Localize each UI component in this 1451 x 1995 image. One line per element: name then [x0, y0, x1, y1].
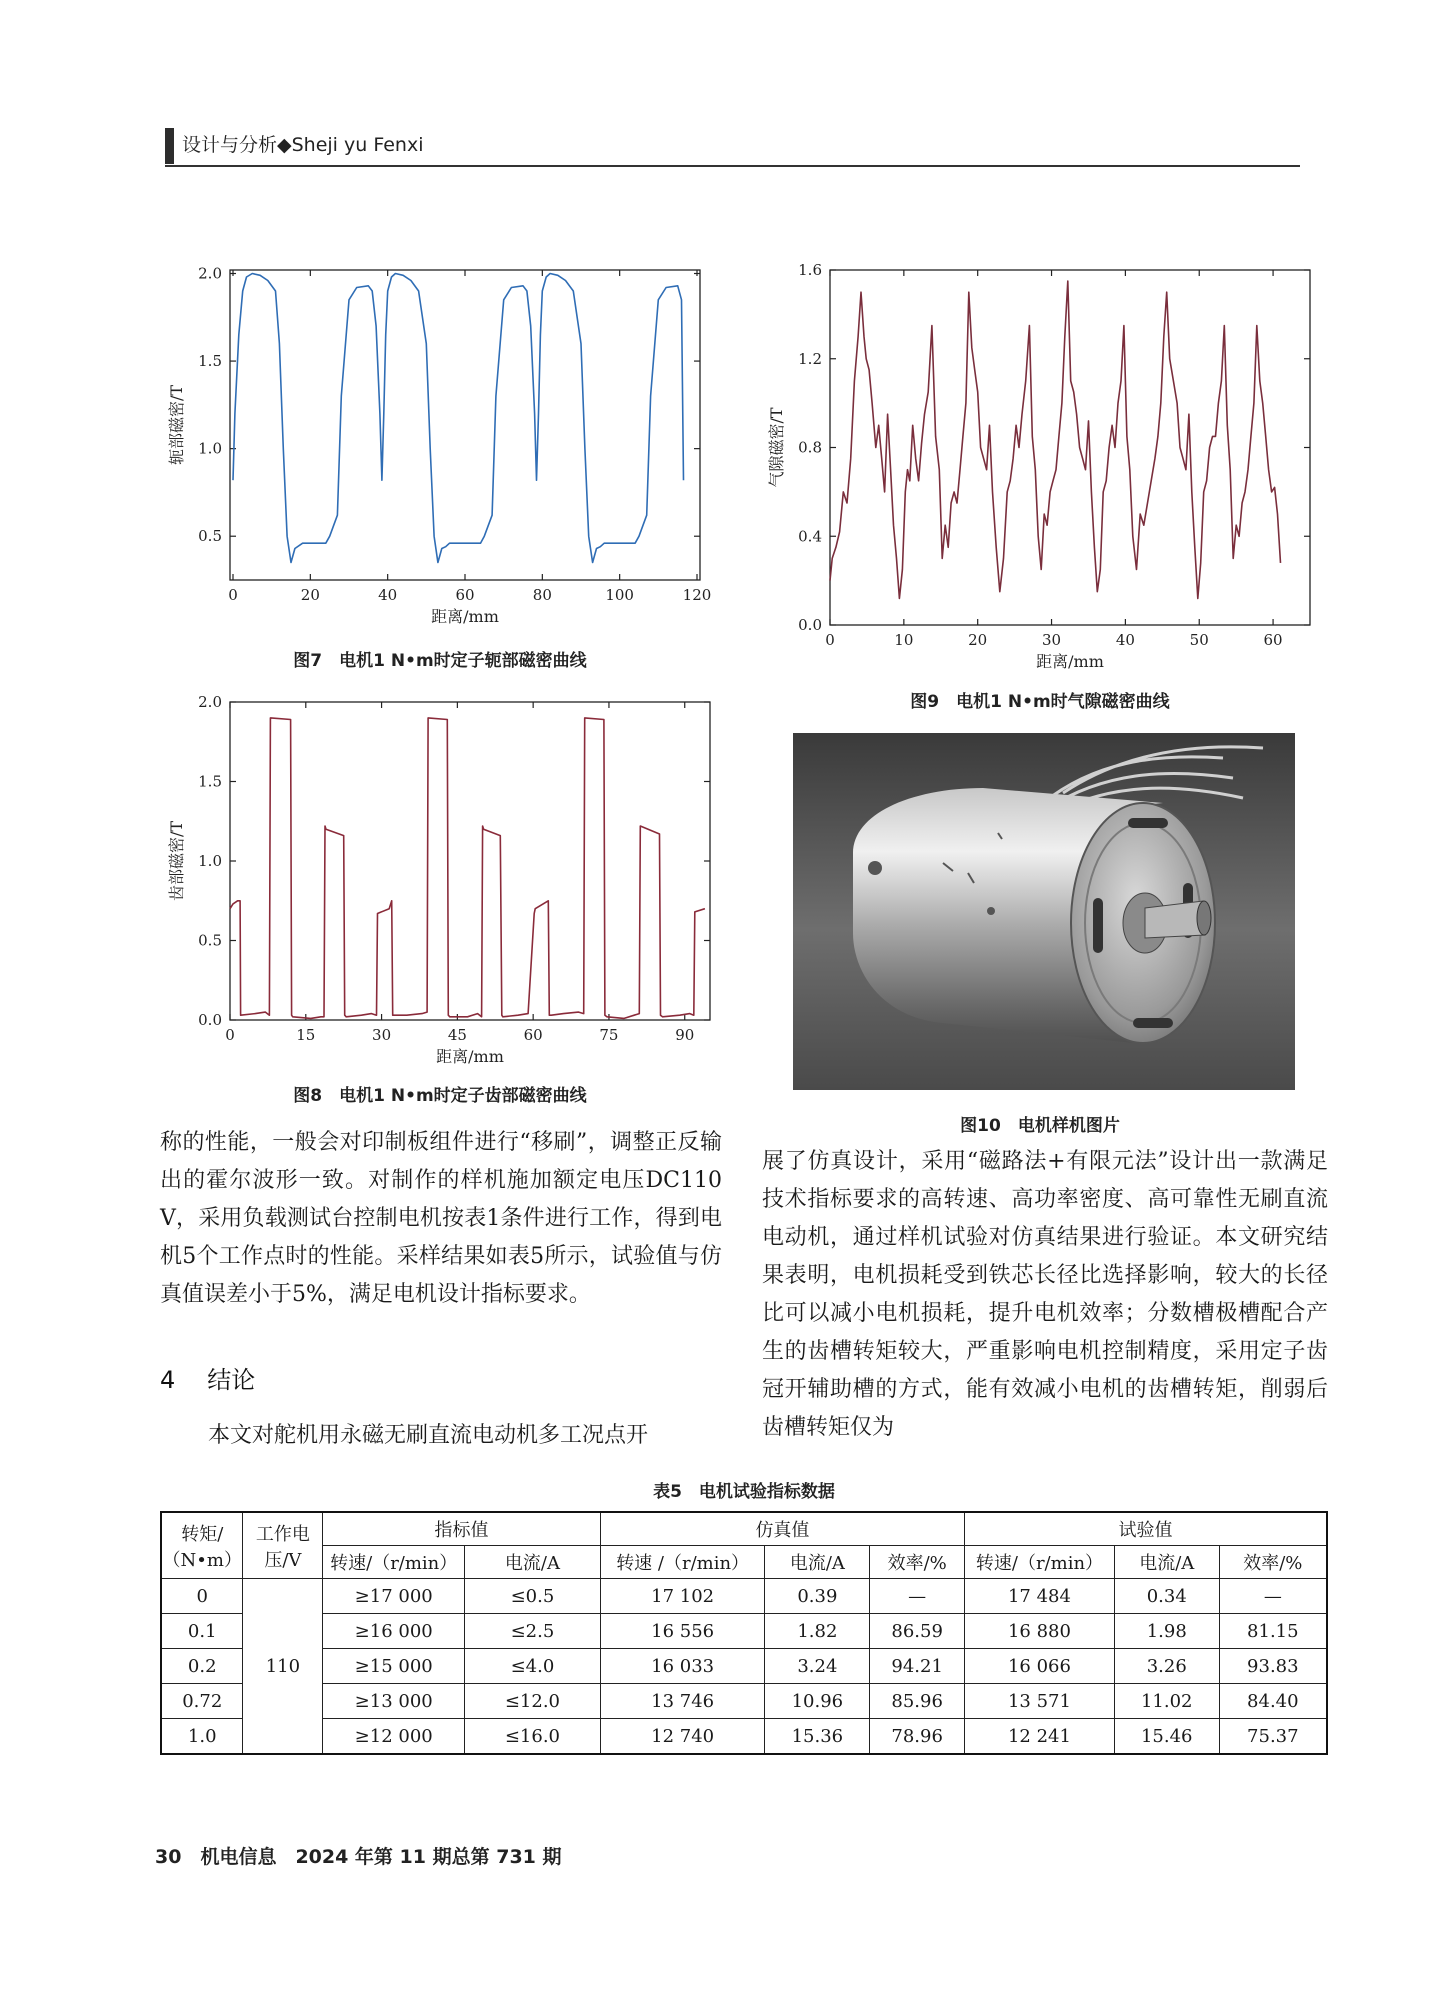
- fig8-y-tick-label: 0.0: [198, 1011, 222, 1029]
- fig7-y-tick-label: 2.0: [198, 264, 222, 283]
- fig7-x-tick-label: 0: [228, 586, 238, 604]
- table-cell: ≥15 000: [323, 1649, 465, 1684]
- fig10-motor-photo: [793, 733, 1295, 1090]
- fig8-x-tick-label: 45: [447, 1026, 467, 1044]
- fig7-x-tick-label: 20: [300, 586, 320, 604]
- table-cell: 94.21: [870, 1649, 965, 1684]
- left-paragraph: 称的性能，一般会对印制板组件进行“移刷”，调整正反输出的霍尔波形一致。对制作的样机施加额定电压DC110 V，采用负载测试台控制电机按表1条件进行工作，得到电机5个工作点时的性能。采样结果如表5所示，试验值与仿真值误差小于5%，满足电机设计指标要求。: [160, 1130, 722, 1307]
- table-cell: 0.2: [161, 1649, 243, 1684]
- test-data-table: [160, 1511, 1328, 1755]
- th-sub: 转速/（r/min）: [965, 1546, 1115, 1579]
- fig8-caption: 图8 电机1 N•m时定子齿部磁密曲线: [293, 1086, 587, 1106]
- fig7-y-tick-label: 1.5: [198, 352, 222, 371]
- table-cell: 17 484: [965, 1579, 1115, 1614]
- fig7-y-tick-label: 0.5: [198, 527, 222, 546]
- table-cell: ≥16 000: [323, 1614, 465, 1649]
- page-footer: 30 机电信息 2024 年第 11 期总第 731 期: [155, 1846, 562, 1868]
- fig9-y-tick-label: 1.6: [798, 261, 822, 279]
- th-sub: 电流/A: [465, 1546, 601, 1579]
- fig9-x-tick-label: 50: [1189, 631, 1209, 649]
- fig8-chart: [160, 690, 720, 1075]
- table-cell: 13 746: [600, 1684, 765, 1719]
- fig7-y-tick-label: 1.0: [198, 439, 222, 458]
- table-cell: 75.37: [1219, 1719, 1327, 1755]
- table-cell: ≥13 000: [323, 1684, 465, 1719]
- table-cell: 0.39: [765, 1579, 870, 1614]
- fig8-x-tick-label: 0: [225, 1026, 235, 1044]
- fig8-x-axis-label: 距离/mm: [436, 1047, 504, 1066]
- fig7-x-axis-label: 距离/mm: [431, 607, 499, 626]
- th-sim: 仿真值: [600, 1512, 964, 1546]
- heading-text: 结论: [207, 1366, 256, 1394]
- fig8-y-tick-label: 1.5: [198, 772, 222, 791]
- table-cell: —: [870, 1579, 965, 1614]
- table-title: 表5 电机试验指标数据: [653, 1482, 835, 1502]
- fig7-chart: [160, 250, 720, 640]
- table-header-row: [161, 1512, 1327, 1546]
- table-cell: 11.02: [1114, 1684, 1219, 1719]
- table-row: [161, 1684, 1327, 1719]
- fig7-x-tick-label: 60: [455, 586, 475, 604]
- table-cell: 13 571: [965, 1684, 1115, 1719]
- fig9-y-axis-label: 气隙磁密/T: [767, 407, 786, 488]
- fig7-plot-frame: [230, 270, 700, 580]
- table-row: [161, 1614, 1327, 1649]
- table-cell: 0.1: [161, 1614, 243, 1649]
- header-bar: [165, 128, 174, 164]
- table-cell: 3.26: [1114, 1649, 1219, 1684]
- heading-number: 4: [160, 1366, 176, 1394]
- fig9-x-tick-label: 0: [825, 631, 835, 649]
- fig9-x-tick-label: 10: [894, 631, 914, 649]
- section-heading: [160, 1360, 255, 1395]
- th-index: 指标值: [323, 1512, 600, 1546]
- table-cell: ≥12 000: [323, 1719, 465, 1755]
- fig9-caption: 图9 电机1 N•m时气隙磁密曲线: [910, 692, 1170, 712]
- fig9-y-tick-label: 0.0: [798, 616, 822, 634]
- table-cell: 15.36: [765, 1719, 870, 1755]
- table-cell: 0.34: [1114, 1579, 1219, 1614]
- table-cell: 0: [161, 1579, 243, 1614]
- header-rule: [165, 165, 1300, 167]
- fig8-y-tick-label: 0.5: [198, 931, 222, 950]
- table-cell: 0.72: [161, 1684, 243, 1719]
- table-cell: ≤0.5: [465, 1579, 601, 1614]
- fig7-y-axis-label: 轭部磁密/T: [167, 384, 186, 466]
- th-sub: 电流/A: [765, 1546, 870, 1579]
- table-cell: 12 241: [965, 1719, 1115, 1755]
- table-cell: 1.0: [161, 1719, 243, 1755]
- fig9-y-tick-label: 1.2: [798, 349, 822, 368]
- table-cell: 12 740: [600, 1719, 765, 1755]
- fig10-caption: 图10 电机样机图片: [960, 1116, 1120, 1136]
- table-row: [161, 1719, 1327, 1755]
- fig8-series-line: [230, 718, 705, 1019]
- fig7-x-tick-label: 80: [532, 586, 552, 604]
- table-cell: 1.98: [1114, 1614, 1219, 1649]
- table-cell: ≤4.0: [465, 1649, 601, 1684]
- fig8-x-tick-label: 30: [372, 1026, 392, 1044]
- fig7-caption: 图7 电机1 N•m时定子轭部磁密曲线: [293, 651, 587, 671]
- fig8-x-tick-label: 15: [296, 1026, 316, 1044]
- table-cell: ≤2.5: [465, 1614, 601, 1649]
- fig9-y-tick-label: 0.8: [798, 438, 822, 457]
- fig8-plot-frame: [230, 702, 710, 1020]
- table-cell: 16 880: [965, 1614, 1115, 1649]
- fig7-x-tick-label: 120: [682, 586, 712, 604]
- table-cell: 16 556: [600, 1614, 765, 1649]
- fig9-x-tick-label: 60: [1263, 631, 1283, 649]
- conclusion-paragraph: 本文对舵机用永磁无刷直流电动机多工况点开: [208, 1423, 649, 1448]
- th-sub: 转速/（r/min）: [323, 1546, 465, 1579]
- fig9-x-tick-label: 20: [968, 631, 988, 649]
- voltage-cell: 110: [243, 1579, 323, 1755]
- fig9-y-tick-label: 0.4: [798, 527, 822, 546]
- section-header: 设计与分析◆Sheji yu Fenxi: [182, 134, 424, 156]
- table-cell: 10.96: [765, 1684, 870, 1719]
- table-cell: 85.96: [870, 1684, 965, 1719]
- fig8-x-tick-label: 60: [523, 1026, 543, 1044]
- fig8-y-axis-label: 齿部磁密/T: [167, 820, 186, 902]
- fig7-x-tick-label: 100: [605, 586, 634, 604]
- fig7-series-line: [233, 274, 684, 563]
- th-sub: 转速 /（r/min）: [600, 1546, 765, 1579]
- right-paragraph: 展了仿真设计，采用“磁路法+有限元法”设计出一款满足技术指标要求的高转速、高功率密度、高可靠性无刷直流电动机，通过样机试验对仿真结果进行验证。本文研究结果表明，电机损耗受到铁芯长径比选择影响，较大的长径比可以减小电机损耗，提升电机效率；分数槽极槽配合产生的齿槽转矩较大，严重影响电机控制精度，采用定子齿冠开辅助槽的方式，能有效减小电机的齿槽转矩，削弱后齿槽转矩仅为: [762, 1149, 1328, 1440]
- fig8-y-tick-label: 1.0: [198, 852, 222, 870]
- th-test: 试验值: [965, 1512, 1327, 1546]
- table-cell: ≥17 000: [323, 1579, 465, 1614]
- table-cell: ≤12.0: [465, 1684, 601, 1719]
- fig9-x-tick-label: 30: [1041, 631, 1062, 649]
- table-cell: 84.40: [1219, 1684, 1327, 1719]
- table-cell: ≤16.0: [465, 1719, 601, 1755]
- th-sub: 效率/%: [1219, 1546, 1327, 1579]
- table-cell: 1.82: [765, 1614, 870, 1649]
- table-cell: 86.59: [870, 1614, 965, 1649]
- table-cell: 78.96: [870, 1719, 965, 1755]
- fig8-x-tick-label: 75: [599, 1026, 619, 1044]
- table-cell: 17 102: [600, 1579, 765, 1614]
- th-sub: 效率/%: [870, 1546, 965, 1579]
- table-cell: 93.83: [1219, 1649, 1327, 1684]
- table-cell: 15.46: [1114, 1719, 1219, 1755]
- fig7-x-tick-label: 40: [378, 586, 398, 604]
- fig8-x-tick-label: 90: [675, 1026, 695, 1044]
- fig9-x-tick-label: 40: [1115, 631, 1135, 649]
- fig9-x-axis-label: 距离/mm: [1036, 652, 1104, 671]
- table-cell: 16 066: [965, 1649, 1115, 1684]
- fig9-series-line: [830, 281, 1281, 598]
- table-row: [161, 1649, 1327, 1684]
- th-sub: 电流/A: [1114, 1546, 1219, 1579]
- fig8-y-tick-label: 2.0: [198, 693, 222, 711]
- table-cell: —: [1219, 1579, 1327, 1614]
- fig9-chart: [760, 255, 1320, 685]
- table-cell: 81.15: [1219, 1614, 1327, 1649]
- th-torque: 转矩/ （N•m）: [161, 1512, 243, 1579]
- th-voltage: 工作电 压/V: [243, 1512, 323, 1579]
- table-row: [161, 1579, 1327, 1614]
- table-cell: 3.24: [765, 1649, 870, 1684]
- table-subheader-row: [161, 1546, 1327, 1579]
- table-cell: 16 033: [600, 1649, 765, 1684]
